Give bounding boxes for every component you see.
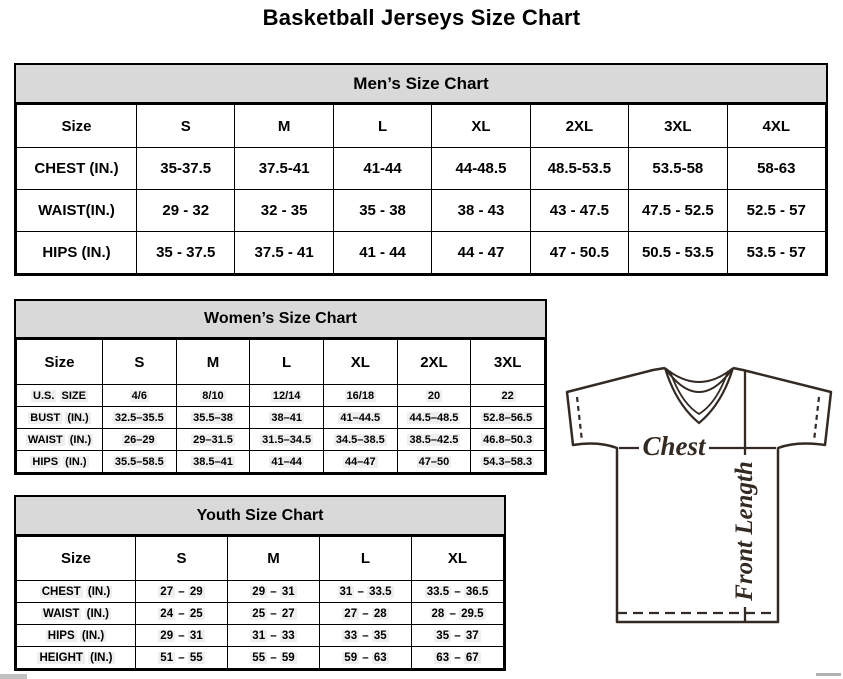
size-value-cell bbox=[471, 451, 545, 473]
highlighted-text: 44–47 bbox=[345, 455, 376, 468]
highlighted-text: 27 bbox=[160, 585, 174, 598]
column-header: L bbox=[333, 105, 431, 148]
size-value-cell: 53.5-58 bbox=[629, 148, 727, 190]
highlighted-text: 31 bbox=[189, 629, 203, 642]
horizontal-scrollbar-fragment[interactable] bbox=[816, 673, 841, 676]
highlighted-text: 55 bbox=[252, 651, 266, 664]
table-row bbox=[17, 625, 504, 647]
highlighted-text: 35 bbox=[436, 629, 450, 642]
row-label bbox=[17, 603, 136, 625]
mens-size-chart bbox=[14, 63, 828, 276]
size-value-cell: 35-37.5 bbox=[137, 148, 235, 190]
column-header: XL bbox=[432, 105, 530, 148]
size-value-cell bbox=[323, 407, 397, 429]
size-header-row bbox=[17, 340, 545, 385]
column-header: Size bbox=[17, 340, 103, 385]
column-header: M bbox=[228, 537, 320, 581]
column-header: S bbox=[103, 340, 177, 385]
highlighted-text: 27 bbox=[344, 607, 358, 620]
highlighted-text: 29 bbox=[252, 585, 266, 598]
highlighted-text: 38.5–41 bbox=[193, 455, 233, 468]
column-header: S bbox=[137, 105, 235, 148]
highlighted-text: 28 bbox=[431, 607, 445, 620]
size-value-cell bbox=[176, 429, 250, 451]
chest-label: Chest bbox=[642, 431, 706, 461]
size-value-cell: 31 – 33 bbox=[228, 625, 320, 647]
size-value-cell bbox=[250, 385, 324, 407]
table-row bbox=[17, 647, 504, 669]
highlighted-text: 52.8–56.5 bbox=[483, 411, 533, 424]
size-value-cell bbox=[250, 451, 324, 473]
highlighted-text: (IN.) bbox=[69, 433, 92, 446]
size-value-cell: 35 - 38 bbox=[333, 190, 431, 232]
size-value-cell: 58-63 bbox=[727, 148, 825, 190]
row-label bbox=[17, 407, 103, 429]
size-value-cell bbox=[397, 385, 471, 407]
front-length-label: Front Length bbox=[731, 461, 758, 601]
womens-size-table bbox=[16, 339, 545, 473]
highlighted-text: 59 bbox=[281, 651, 295, 664]
size-value-cell: 37.5-41 bbox=[235, 148, 333, 190]
highlighted-text: 34.5–38.5 bbox=[335, 433, 385, 446]
size-value-cell bbox=[103, 407, 177, 429]
highlighted-text: 29–31.5 bbox=[193, 433, 233, 446]
size-value-cell bbox=[250, 407, 324, 429]
table-row bbox=[17, 581, 504, 603]
row-label: WAIST(IN.) bbox=[17, 190, 137, 232]
highlighted-text: (IN.) bbox=[65, 455, 87, 468]
highlighted-text: 51 bbox=[160, 651, 174, 664]
highlighted-text: CHEST bbox=[41, 585, 81, 598]
size-value-cell: 35 - 37.5 bbox=[137, 232, 235, 274]
highlighted-text: 25 bbox=[252, 607, 266, 620]
highlighted-text: 20 bbox=[427, 389, 441, 402]
highlighted-text: 8/10 bbox=[202, 389, 224, 402]
column-header: S bbox=[136, 537, 228, 581]
highlighted-text: 37 bbox=[465, 629, 479, 642]
row-label bbox=[17, 625, 136, 647]
highlighted-text: WAIST bbox=[27, 433, 63, 446]
jersey-body-outline bbox=[567, 368, 831, 622]
size-value-cell: 38 - 43 bbox=[432, 190, 530, 232]
size-value-cell: 24 – 25 bbox=[136, 603, 228, 625]
size-value-cell: 47 - 50.5 bbox=[530, 232, 628, 274]
column-header: 3XL bbox=[471, 340, 545, 385]
column-header: XL bbox=[412, 537, 504, 581]
size-value-cell bbox=[471, 407, 545, 429]
column-header: Size bbox=[17, 105, 137, 148]
highlighted-text: 46.8–50.3 bbox=[483, 433, 533, 446]
size-value-cell: 52.5 - 57 bbox=[727, 190, 825, 232]
size-value-cell: 32 - 35 bbox=[235, 190, 333, 232]
table-row bbox=[17, 407, 545, 429]
table-row bbox=[17, 451, 545, 473]
row-label bbox=[17, 647, 136, 669]
table-row bbox=[17, 232, 826, 274]
highlighted-text: 33 bbox=[281, 629, 295, 642]
highlighted-text: 54.3–58.3 bbox=[483, 455, 533, 468]
highlighted-text: U.S. bbox=[33, 389, 55, 402]
table-row bbox=[17, 190, 826, 232]
size-value-cell bbox=[471, 385, 545, 407]
youth-size-chart bbox=[14, 495, 506, 671]
size-value-cell: 29 - 32 bbox=[137, 190, 235, 232]
size-value-cell: 29 – 31 bbox=[228, 581, 320, 603]
column-header: M bbox=[176, 340, 250, 385]
jersey-collar bbox=[665, 368, 733, 392]
highlighted-text: 36.5 bbox=[465, 585, 489, 598]
highlighted-text: 32.5–35.5 bbox=[114, 411, 164, 424]
highlighted-text: 67 bbox=[465, 651, 479, 664]
size-header-row bbox=[17, 105, 826, 148]
highlighted-text: 33.5 bbox=[426, 585, 450, 598]
highlighted-text: (IN.) bbox=[86, 607, 109, 620]
column-header: XL bbox=[323, 340, 397, 385]
highlighted-text: 35.5–58.5 bbox=[114, 455, 164, 468]
size-value-cell: 33 – 35 bbox=[320, 625, 412, 647]
highlighted-text: 27 bbox=[281, 607, 295, 620]
womens-size-chart bbox=[14, 299, 547, 475]
size-value-cell bbox=[176, 407, 250, 429]
size-value-cell bbox=[323, 385, 397, 407]
jersey-measurement-diagram bbox=[556, 356, 840, 626]
highlighted-text: 28 bbox=[373, 607, 387, 620]
size-value-cell bbox=[397, 451, 471, 473]
mens-size-table bbox=[16, 104, 826, 274]
right-cuff-dashed-line bbox=[814, 397, 819, 441]
column-header: 2XL bbox=[397, 340, 471, 385]
highlighted-text: 33.5 bbox=[369, 585, 392, 598]
column-header: Size bbox=[17, 537, 136, 581]
highlighted-text: 4/6 bbox=[131, 389, 147, 402]
highlighted-text: 24 bbox=[160, 607, 174, 620]
size-value-cell: 51 – 55 bbox=[136, 647, 228, 669]
highlighted-text: 63 bbox=[436, 651, 450, 664]
size-value-cell: 28 – 29.5 bbox=[412, 603, 504, 625]
highlighted-text: 44.5–48.5 bbox=[409, 411, 459, 424]
row-label: HIPS (IN.) bbox=[17, 232, 137, 274]
highlighted-text: HEIGHT bbox=[39, 651, 83, 664]
highlighted-text: 12/14 bbox=[272, 389, 301, 402]
size-value-cell: 50.5 - 53.5 bbox=[629, 232, 727, 274]
highlighted-text: 16/18 bbox=[346, 389, 375, 402]
highlighted-text: HIPS bbox=[47, 629, 75, 642]
highlighted-text: 41–44.5 bbox=[340, 411, 381, 424]
size-value-cell: 31 – 33.5 bbox=[320, 581, 412, 603]
size-value-cell: 29 – 31 bbox=[136, 625, 228, 647]
size-value-cell: 48.5-53.5 bbox=[530, 148, 628, 190]
highlighted-text: 26–29 bbox=[124, 433, 155, 446]
column-header: 4XL bbox=[727, 105, 825, 148]
highlighted-text: 31.5–34.5 bbox=[262, 433, 312, 446]
highlighted-text: 31 bbox=[252, 629, 266, 642]
row-label bbox=[17, 581, 136, 603]
size-value-cell: 59 – 63 bbox=[320, 647, 412, 669]
womens-table-title: Women’s Size Chart bbox=[16, 301, 545, 339]
column-header: M bbox=[235, 105, 333, 148]
left-cuff-dashed-line bbox=[577, 397, 582, 441]
row-label bbox=[17, 385, 103, 407]
highlighted-text: (IN.) bbox=[67, 411, 89, 424]
table-row bbox=[17, 429, 545, 451]
size-value-cell: 35 – 37 bbox=[412, 625, 504, 647]
size-value-cell: 27 – 29 bbox=[136, 581, 228, 603]
table-row bbox=[17, 385, 545, 407]
size-value-cell bbox=[250, 429, 324, 451]
highlighted-text: 41–44 bbox=[271, 455, 302, 468]
row-label: CHEST (IN.) bbox=[17, 148, 137, 190]
column-header: 3XL bbox=[629, 105, 727, 148]
highlighted-text: (IN.) bbox=[81, 629, 105, 642]
highlighted-text: 35.5–38 bbox=[193, 411, 233, 424]
size-value-cell: 27 – 28 bbox=[320, 603, 412, 625]
size-header-row bbox=[17, 537, 504, 581]
highlighted-text: WAIST bbox=[43, 607, 80, 620]
highlighted-text: 29.5 bbox=[461, 607, 484, 620]
size-value-cell: 43 - 47.5 bbox=[530, 190, 628, 232]
size-value-cell: 41-44 bbox=[333, 148, 431, 190]
size-value-cell bbox=[176, 385, 250, 407]
size-value-cell bbox=[397, 429, 471, 451]
size-value-cell bbox=[103, 385, 177, 407]
row-label bbox=[17, 451, 103, 473]
size-value-cell: 47.5 - 52.5 bbox=[629, 190, 727, 232]
highlighted-text: (IN.) bbox=[87, 585, 111, 598]
size-value-cell bbox=[323, 451, 397, 473]
highlighted-text: 47–50 bbox=[418, 455, 450, 468]
size-value-cell: 33.5 – 36.5 bbox=[412, 581, 504, 603]
mens-table-title: Men’s Size Chart bbox=[16, 65, 826, 104]
size-value-cell bbox=[103, 451, 177, 473]
page-title: Basketball Jerseys Size Chart bbox=[262, 5, 581, 30]
highlighted-text: 63 bbox=[373, 651, 387, 664]
table-row bbox=[17, 603, 504, 625]
highlighted-text: 59 bbox=[344, 651, 358, 664]
size-value-cell: 41 - 44 bbox=[333, 232, 431, 274]
size-value-cell bbox=[471, 429, 545, 451]
highlighted-text: SIZE bbox=[61, 389, 86, 402]
size-value-cell bbox=[176, 451, 250, 473]
size-value-cell: 55 – 59 bbox=[228, 647, 320, 669]
youth-size-table bbox=[16, 536, 504, 669]
column-header: L bbox=[320, 537, 412, 581]
horizontal-scrollbar-thumb[interactable] bbox=[0, 674, 27, 679]
highlighted-text: 55 bbox=[189, 651, 203, 664]
size-value-cell: 53.5 - 57 bbox=[727, 232, 825, 274]
table-row bbox=[17, 148, 826, 190]
size-value-cell: 25 – 27 bbox=[228, 603, 320, 625]
highlighted-text: HIPS bbox=[32, 455, 59, 468]
size-value-cell bbox=[323, 429, 397, 451]
youth-table-title: Youth Size Chart bbox=[16, 497, 504, 536]
highlighted-text: 22 bbox=[501, 389, 514, 402]
size-value-cell: 37.5 - 41 bbox=[235, 232, 333, 274]
highlighted-text: 35 bbox=[373, 629, 387, 642]
size-value-cell: 63 – 67 bbox=[412, 647, 504, 669]
size-value-cell bbox=[103, 429, 177, 451]
highlighted-text: 25 bbox=[189, 607, 203, 620]
highlighted-text: 29 bbox=[160, 629, 174, 642]
highlighted-text: 29 bbox=[189, 585, 203, 598]
highlighted-text: 38.5–42.5 bbox=[409, 433, 459, 446]
highlighted-text: 31 bbox=[339, 585, 353, 598]
column-header: 2XL bbox=[530, 105, 628, 148]
row-label bbox=[17, 429, 103, 451]
highlighted-text: BUST bbox=[30, 411, 61, 424]
size-value-cell: 44-48.5 bbox=[432, 148, 530, 190]
highlighted-text: 31 bbox=[281, 585, 295, 598]
highlighted-text: 38–41 bbox=[271, 411, 302, 424]
size-value-cell: 44 - 47 bbox=[432, 232, 530, 274]
highlighted-text: 33 bbox=[344, 629, 358, 642]
highlighted-text: (IN.) bbox=[90, 651, 113, 664]
size-value-cell bbox=[397, 407, 471, 429]
column-header: L bbox=[250, 340, 324, 385]
